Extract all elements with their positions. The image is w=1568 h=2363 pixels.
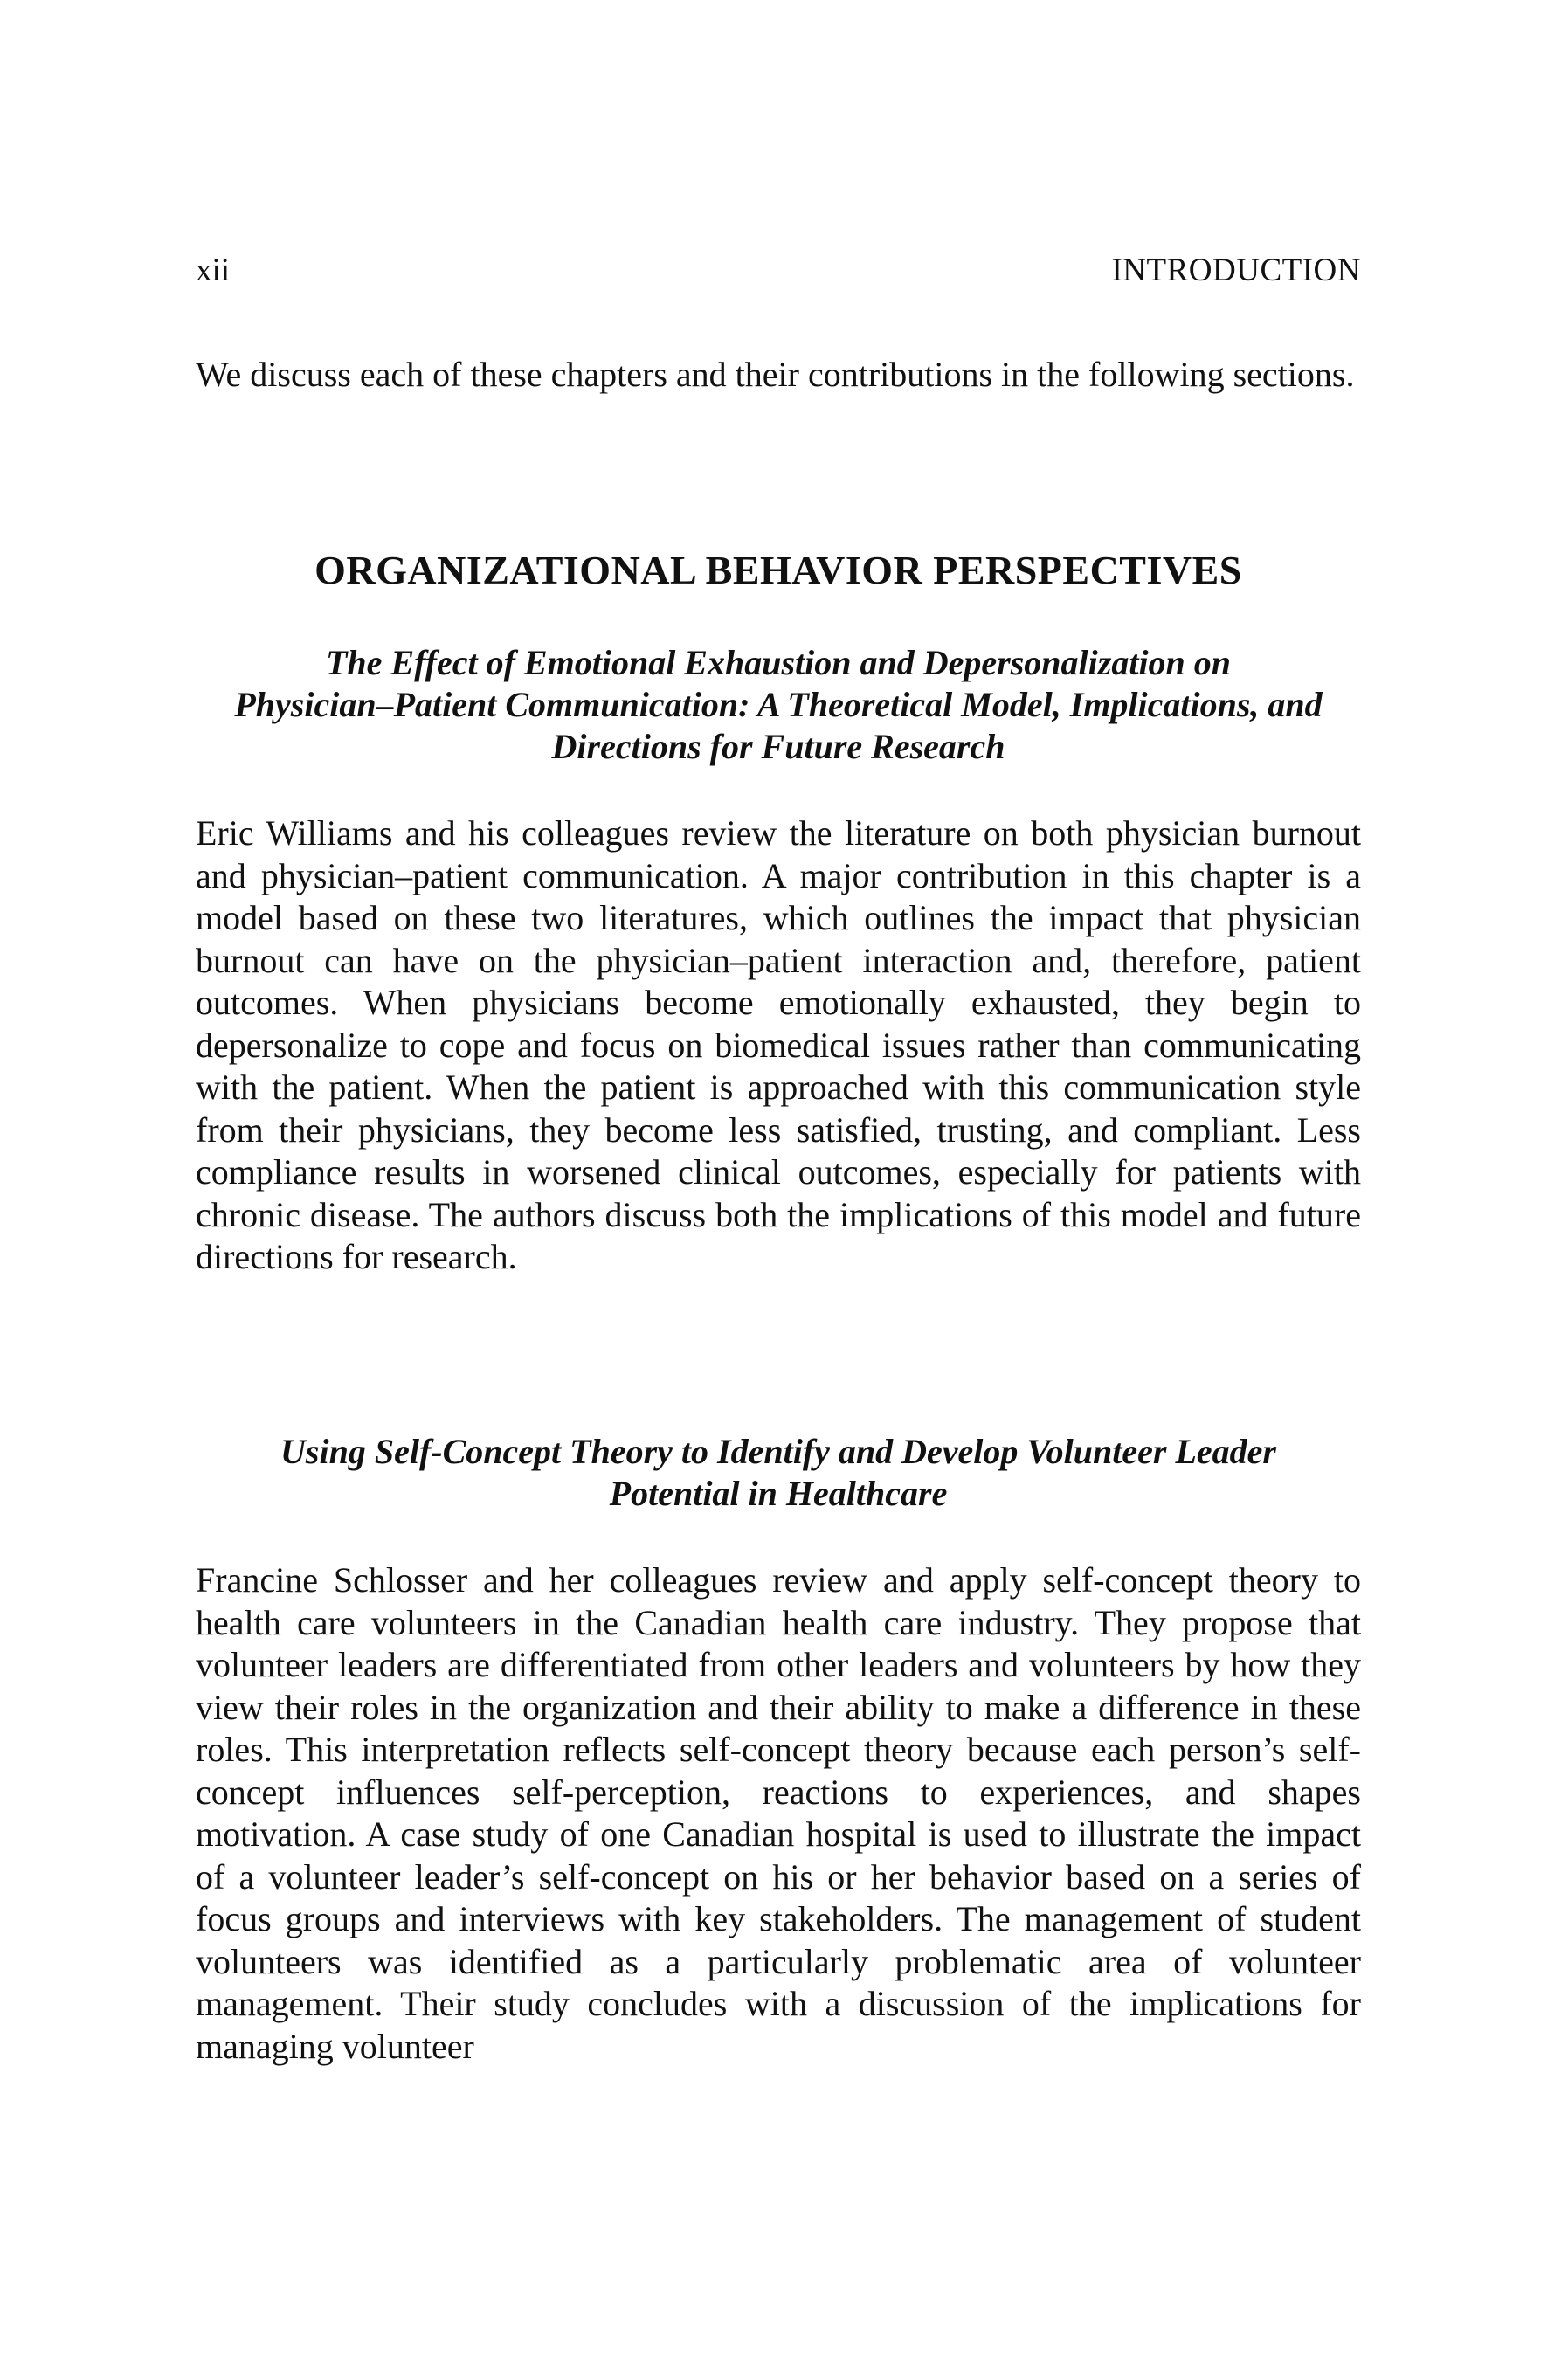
chapter-1-title bbox=[196, 642, 1361, 768]
running-head bbox=[196, 252, 1361, 290]
chapter-1-title-line: The Effect of Emotional Exhaustion and Depersonalization on bbox=[325, 643, 1232, 682]
intro-paragraph: We discuss each of these chapters and their contributions in the following sections. bbox=[196, 355, 1355, 394]
running-head-section: INTRODUCTION bbox=[1111, 252, 1361, 288]
chapter-2-title-line: Potential in Healthcare bbox=[609, 1474, 948, 1513]
page-number: xii bbox=[196, 252, 231, 288]
chapter-2-title-line: Using Self-Concept Theory to Identify and Develop Volunteer Leader bbox=[280, 1432, 1276, 1471]
book-page bbox=[196, 0, 1361, 2363]
chapter-2-title bbox=[196, 1431, 1361, 1515]
chapter-1-summary: Eric Williams and his colleagues review the literature on both physician burnout and physician–patient communication. A major contribution in this chapter is a model based on these two literatures, which outlines the impact that physician burnout can have on the physician–patient interaction and, therefore, patient outcomes. When physicians become emotionally exhausted, they begin to depersonalize to cope and focus on biomedical issues rather than communicating with the patient. When the patient is approached with this communication style from their physicians, they become less satisfied, trusting, and compliant. Less compliance results in worsened clinical outcomes, especially for patients with chronic disease. The authors discuss both the implications of this model and future directions for research. bbox=[196, 813, 1361, 1276]
section-heading: ORGANIZATIONAL BEHAVIOR PERSPECTIVES bbox=[314, 548, 1242, 592]
chapter-1-title-line: Directions for Future Research bbox=[551, 727, 1005, 766]
chapter-1-title-line: Physician–Patient Communication: A Theoretical Model, Implications, and bbox=[234, 685, 1323, 724]
chapter-2-summary: Francine Schlosser and her colleagues review and apply self-concept theory to health care volunteers in the Canadian health care industry. They propose that volunteer leaders are differentiated from other leaders and volunteers by how they view their roles in the organization and their ability to make a difference in these roles. This interpretation reflects self-concept theory because each person’s self-concept influences self-perception, reactions to experiences, and shapes motivation. A case study of one Canadian hospital is used to illustrate the impact of a volunteer leader’s self-concept on his or her behavior based on a series of focus groups and interviews with key stakeholders. The management of student volunteers was identified as a particularly problematic area of volunteer management. Their study concludes with a discussion of the implications for managing volunteer bbox=[196, 1560, 1361, 2066]
